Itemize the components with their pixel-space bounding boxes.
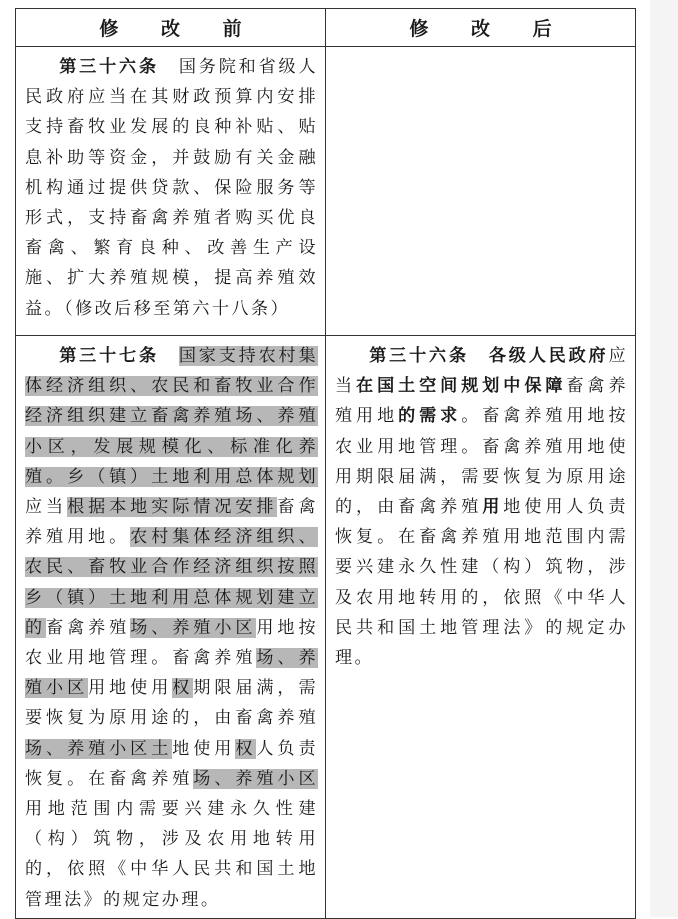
text-run: 应当 [25,497,68,518]
text-run: 畜禽养殖 [46,617,131,638]
bold-text: 的需求 [398,406,462,427]
bold-text: 各级人民政府 [488,346,609,366]
text-run: 用地使用 [88,678,173,699]
comparison-sheet [15,8,635,919]
comparison-table [15,8,636,919]
highlighted-text: 农村集体经济组织、农民、畜牧业合作经济组织按照乡（镇）土地利用总体规划建立的 [25,527,318,638]
highlighted-text: 根据本地实际情况安排 [67,497,278,518]
highlighted-text: 权 [235,738,257,759]
article-36-new-text [335,341,628,673]
bold-text: 第三十六条 [59,57,159,77]
bold-text: 在国土空间规划中保障 [356,376,567,397]
table-row [16,336,636,919]
text-run: 地使用 [172,738,236,759]
text-run [159,346,179,366]
before-cell [16,47,326,336]
text-run: 用地范围内需要兴建永久性建（构）筑物，涉及农用地转用的，依照《中华人民共和国土地管理法》的规定办理。 [25,799,318,910]
bold-text: 第三十六条 [369,346,469,366]
highlighted-text: 权 [172,678,194,699]
highlighted-text: 场、养殖小区土 [25,738,173,759]
text-run: 地使用人负责恢复。在畜禽养殖用地范围内需要兴建永久性建（构）筑物，涉及农用地转用的，依照《中华人民共和国土地管理法》的规定办理。 [335,497,629,669]
after-cell [326,47,636,336]
header-row [16,9,636,47]
bold-text: 用 [482,497,504,518]
text-run: 国务院和省级人民政府应当在其财政预算内安排支持畜牧业发展的良种补贴、贴息补助等资金，并鼓励有关金融机构通过提供贷款、保险服务等形式，支持畜禽养殖者购买优良畜禽、繁育良种、改善生产设施、扩大养殖规模，提高养殖效益。（修改后移至第六十八条） [25,57,319,319]
text-run: 畜禽养殖用地。 [25,497,318,548]
highlighted-text: 国家支持农村集体经济组织、农民和畜牧业合作经济组织建立畜禽养殖场、养殖小区，发展规模化、标准化养殖。乡（镇）土地利用总体规划 [25,346,319,487]
table-row [16,47,636,336]
text-run: 期限届满，需要恢复为原用途的，由畜禽养殖 [25,678,319,729]
text-run: 用地按农业用地管理。畜禽养殖 [25,617,318,669]
text-run: 人负责恢复。在畜禽养殖 [25,738,318,789]
after-column-header: 修 改 后 [326,9,636,47]
scroll-gutter [650,0,678,917]
text-run: 应当 [335,346,629,397]
text-run: 畜禽养殖用地 [335,376,629,427]
after-cell [326,336,636,919]
article-37-old-text [25,341,318,915]
text-run: 。畜禽养殖用地按农业用地管理。畜禽养殖用地使用期限届满，需要恢复为原用途的，由畜禽养殖 [335,406,628,518]
before-cell [16,336,326,919]
highlighted-text: 场、养殖小区 [25,648,318,699]
text-run [469,346,489,366]
highlighted-text: 场、养殖小区 [193,768,318,789]
article-36-old-text [25,52,318,324]
before-column-header: 修 改 前 [16,9,326,47]
highlighted-text: 场、养殖小区 [130,617,257,638]
bold-text: 第三十七条 [59,346,159,366]
